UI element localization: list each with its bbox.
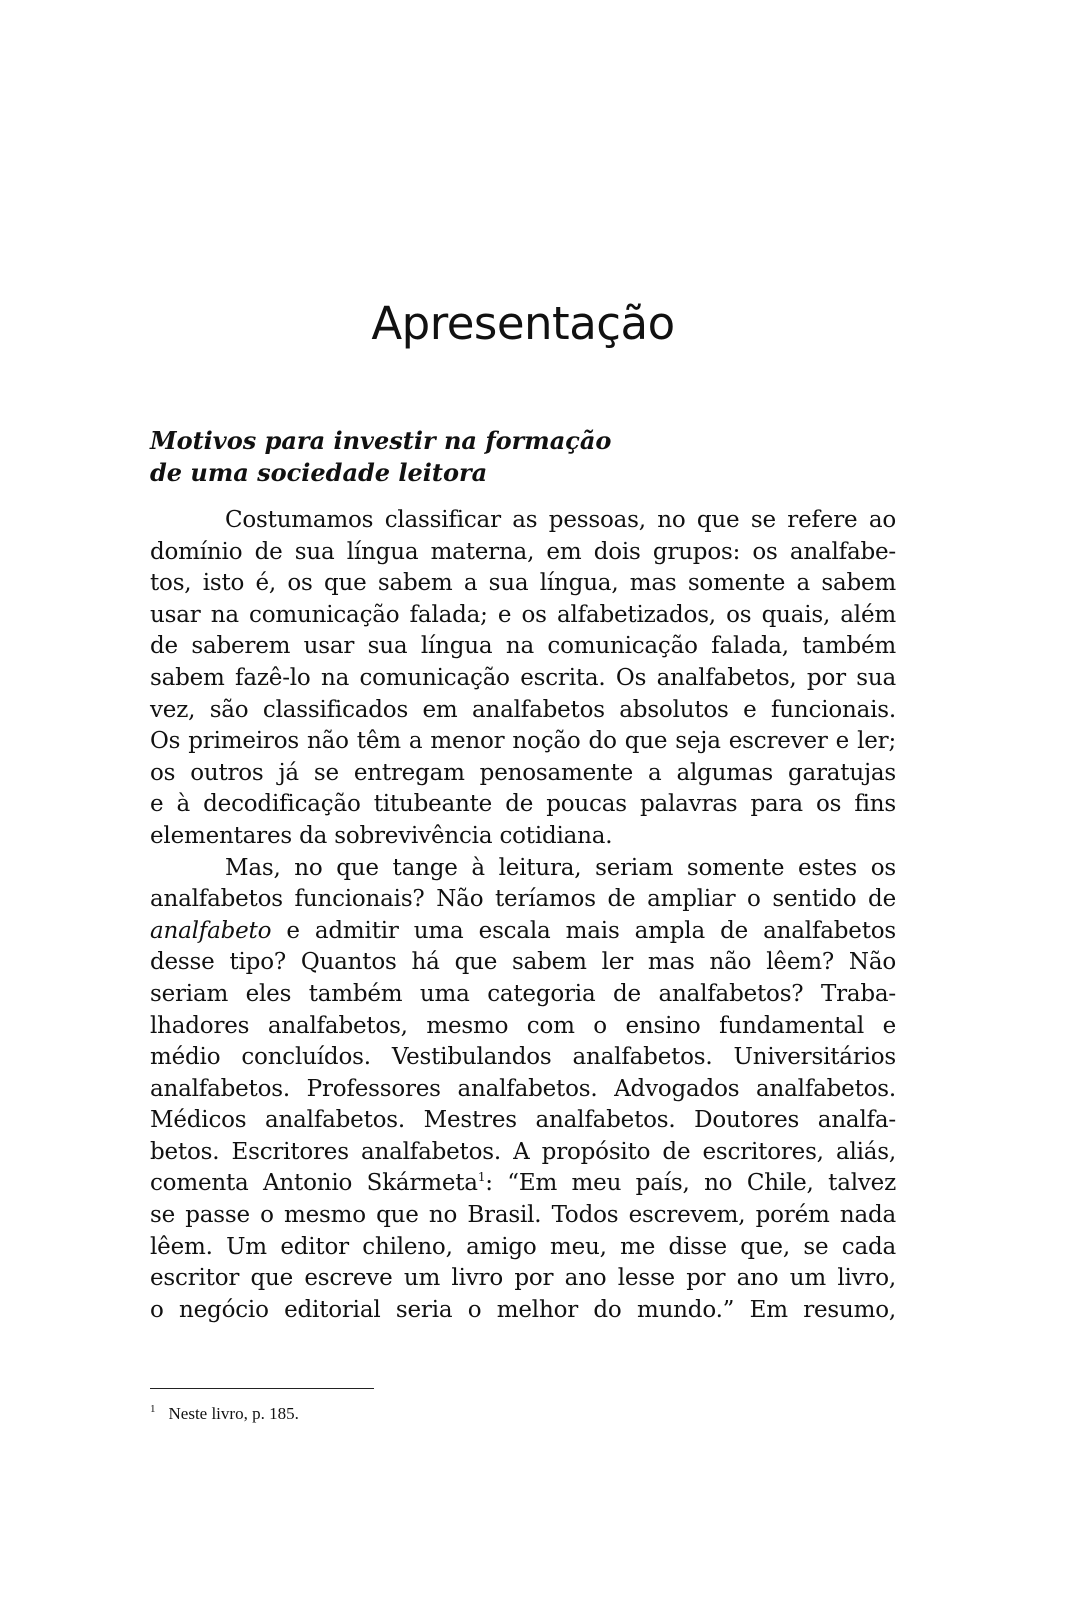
text-line: os outros já se entregam penosamente a algumas garatujas [150, 759, 896, 786]
text-fragment: : “Em meu país, no Chile, talvez [485, 1170, 896, 1197]
body-text [150, 505, 896, 1326]
text-line: lhadores analfabetos, mesmo com o ensino fundamental e [150, 1012, 896, 1039]
footnote-divider [150, 1388, 374, 1389]
section-heading-line-1: Motivos para investir na formação [150, 426, 612, 455]
text-line: elementares da sobrevivência cotidiana. [150, 822, 613, 849]
text-line: sabem fazê-lo na comunicação escrita. Os analfabetos, por sua [150, 664, 896, 691]
section-heading-line-2: de uma sociedade leitora [150, 458, 488, 487]
italic-term: analfabeto [150, 917, 272, 944]
section-heading [150, 425, 910, 489]
text-line: Médicos analfabetos. Mestres analfabetos. Doutores analfa- [150, 1107, 896, 1134]
text-line: Costumamos classificar as pessoas, no que se refere ao [225, 507, 896, 533]
text-line: escritor que escreve um livro por ano lesse por ano um livro, [150, 1265, 896, 1292]
footnote [150, 1402, 896, 1426]
text-line: Os primeiros não têm a menor noção do que seja escrever e ler; [150, 728, 896, 755]
text-line: médio concluídos. Vestibulandos analfabetos. Universitários [150, 1044, 896, 1071]
text-line: o negócio editorial seria o melhor do mundo.” Em resumo, [150, 1296, 896, 1323]
text-line [150, 1168, 896, 1200]
text-line: Mas, no que tange à leitura, seriam somente estes os [225, 854, 896, 881]
footnote-text: Neste livro, p. 185. [168, 1404, 299, 1423]
text-fragment: comenta Antonio Skármeta [150, 1170, 478, 1197]
text-line: analfabetos funcionais? Não teríamos de ampliar o sentido de [150, 886, 896, 913]
text-fragment: e admitir uma escala mais ampla de analfabetos [271, 917, 896, 944]
text-line: betos. Escritores analfabetos. A propósito de escritores, aliás, [150, 1138, 896, 1165]
text-line: analfabetos. Professores analfabetos. Advogados analfabetos. [150, 1075, 896, 1102]
text-line: desse tipo? Quantos há que sabem ler mas não lêem? Não [150, 949, 896, 976]
text-line: domínio de sua língua materna, em dois grupos: os analfabe- [150, 538, 896, 565]
text-line: vez, são classificados em analfabetos absolutos e funcionais. [150, 696, 896, 723]
text-line [150, 916, 896, 948]
text-line: se passe o mesmo que no Brasil. Todos escrevem, porém nada [150, 1202, 896, 1229]
footnote-mark: 1 [150, 1403, 156, 1415]
text-line: seriam eles também uma categoria de analfabetos? Traba- [150, 980, 896, 1007]
text-line: usar na comunicação falada; e os alfabetizados, os quais, além [150, 601, 896, 628]
paragraph-1 [150, 505, 896, 853]
paragraph-2 [150, 853, 896, 1327]
chapter-title: Apresentação [371, 297, 675, 350]
text-line: de saberem usar sua língua na comunicação falada, também [150, 633, 896, 660]
text-line: lêem. Um editor chileno, amigo meu, me disse que, se cada [150, 1233, 896, 1260]
text-line: tos, isto é, os que sabem a sua língua, mas somente a sabem [150, 570, 896, 597]
footnote-reference[interactable]: 1 [477, 1170, 486, 1185]
text-line: e à decodificação titubeante de poucas palavras para os fins [150, 791, 896, 818]
